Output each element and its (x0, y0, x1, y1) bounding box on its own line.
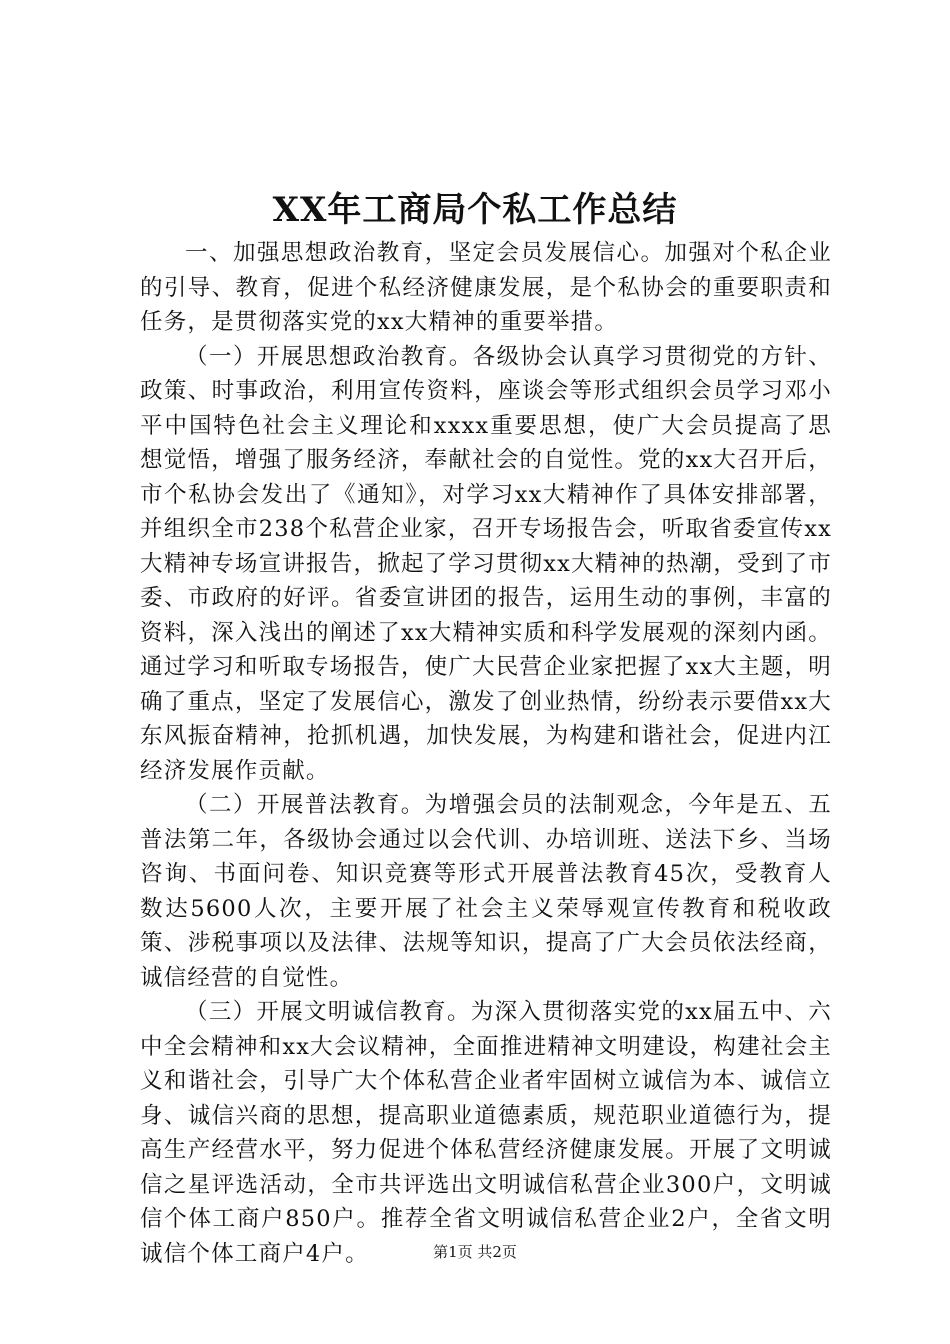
document-title: XX年工商局个私工作总结 (272, 190, 678, 230)
paragraph-section-one-intro: 一、加强思想政治教育，坚定会员发展信心。加强对个私企业的引导、教育，促进个私经济健康发展，是个私协会的重要职责和任务，是贯彻落实党的xx大精神的重要举措。 (140, 240, 832, 335)
paragraph-integrity-education: （三）开展文明诚信教育。为深入贯彻落实党的xx届五中、六中全会精神和xx大会议精神，全面推进精神文明建设，构建社会主义和谐社会，引导广大个体私营企业者牢固树立诚信为本、诚信立身、诚信兴商的思想，提高职业道德素质，规范职业道德行为，提高生产经营水平，努力促进个体私营经济健康发展。开展了文明诚信之星评选活动，全市共评选出文明诚信私营企业300户，文明诚信个体工商户850户。推荐全省文明诚信私营企业2户，全省文明诚信个体工商户4户。 (140, 999, 832, 1267)
paragraph-political-education: （一）开展思想政治教育。各级协会认真学习贯彻党的方针、政策、时事政治，利用宣传资料，座谈会等形式组织会员学习邓小平中国特色社会主义理论和xxxx重要思想，使广大会员提高了思想觉悟，增强了服务经济，奉献社会的自觉性。党的xx大召开后，市个私协会发出了《通知》，对学习xx大精神作了具体安排部署，并组织全市238个私营企业家，召开专场报告会，听取省委宣传xx大精神专场宣讲报告，掀起了学习贯彻xx大精神的热潮，受到了市委、市政府的好评。省委宣讲团的报告，运用生动的事例，丰富的资料，深入浅出的阐述了xx大精神实质和科学发展观的深刻内函。通过学习和听取专场报告，使广大民营企业家把握了xx大主题，明确了重点，坚定了发展信心，激发了创业热情，纷纷表示要借xx大东风振奋精神，抢抓机遇，加快发展，为构建和谐社会，促进内江经济发展作贡献。 (140, 343, 832, 784)
document-body (140, 236, 832, 1271)
paragraph-legal-education: （二）开展普法教育。为增强会员的法制观念，今年是五、五普法第二年，各级协会通过以会代训、办培训班、送法下乡、当场咨询、书面问卷、知识竞赛等形式开展普法教育45次，受教育人数达5600人次，主要开展了社会主义荣辱观宣传教育和税收政策、涉税事项以及法律、法规等知识，提高了广大会员依法经商，诚信经营的自觉性。 (140, 792, 832, 991)
page-number-footer: 第1页 共2页 (433, 1243, 517, 1261)
